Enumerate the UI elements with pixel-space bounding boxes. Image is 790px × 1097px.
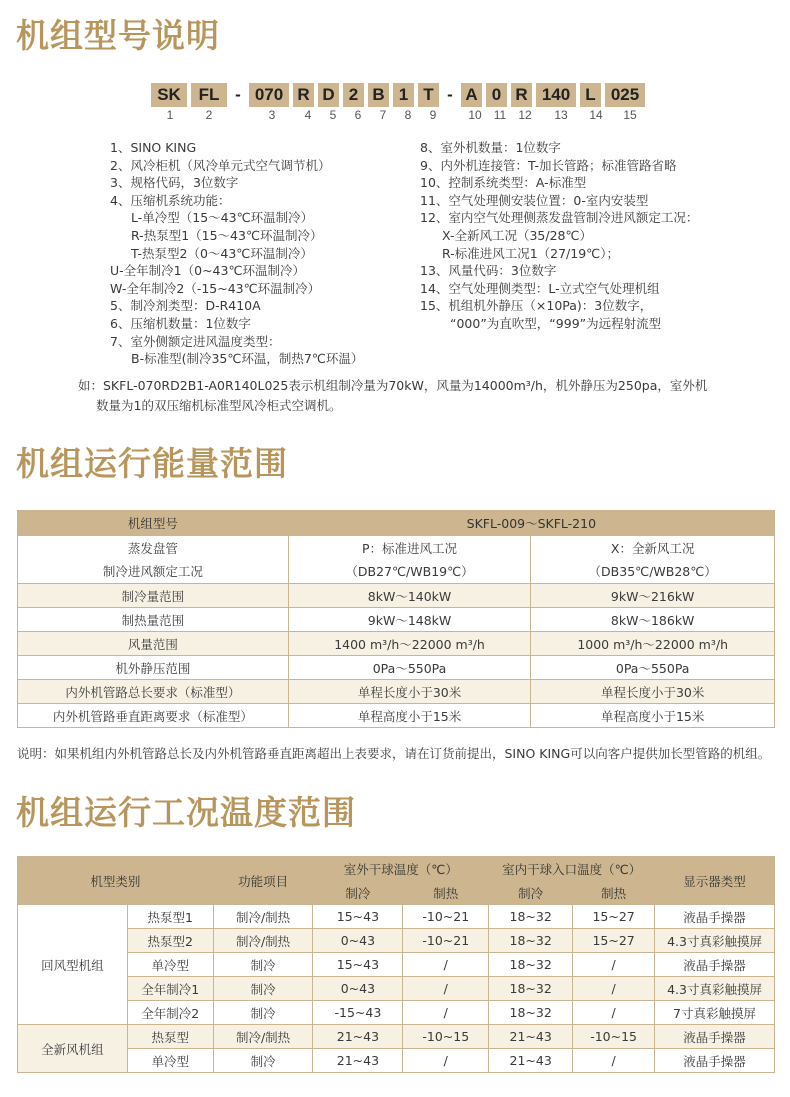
desc-item: U-全年制冷1（0~43℃环温制冷） <box>110 263 305 279</box>
desc-item: W-全年制冷2（-15~43℃环温制冷） <box>110 280 321 296</box>
desc-item: 6、压缩机数量：1位数字 <box>110 315 251 331</box>
code-number: 15 <box>623 108 637 122</box>
cell: 液晶手操器 <box>655 953 775 977</box>
cell: -10~15 <box>573 1025 655 1049</box>
header-cell: 制热 <box>403 881 489 905</box>
header-cell: 机组型号 <box>18 511 289 536</box>
header-cell: 功能项目 <box>213 857 313 905</box>
desc-item: R-热泵型1（15～43℃环温制冷） <box>131 227 323 243</box>
desc-item: 10、控制系统类型：A-标准型 <box>420 175 587 191</box>
code-number: 14 <box>589 108 603 122</box>
code-number: 10 <box>468 108 482 122</box>
row-label: 机外静压范围 <box>18 656 289 680</box>
cell: 热泵型1 <box>127 905 213 929</box>
row-label: 风量范围 <box>18 632 289 656</box>
example-text <box>78 376 758 416</box>
header-cell: 室外干球温度（℃） <box>313 857 489 881</box>
cell: 全年制冷2 <box>127 1001 213 1025</box>
cell: / <box>403 1001 489 1025</box>
code-number: 13 <box>554 108 568 122</box>
desc-item: 14、空气处理侧类型：L-立式空气处理机组 <box>420 280 660 296</box>
cell: 制冷/制热 <box>213 905 313 929</box>
table-row <box>18 608 775 632</box>
desc-item: 12、室内空气处理侧蒸发盘管制冷进风额定工况： <box>420 210 699 226</box>
table-row <box>18 1025 775 1049</box>
cell: 21~43 <box>313 1025 403 1049</box>
cell: 1000 m³/h～22000 m³/h <box>531 632 775 656</box>
group-label: 回风型机组 <box>18 905 128 1025</box>
code-number: 12 <box>518 108 532 122</box>
table-row <box>18 536 775 560</box>
header-cell: 制冷 <box>313 881 403 905</box>
cell: 0~43 <box>313 977 403 1001</box>
code-description-right <box>420 139 698 333</box>
cell: 0Pa～550Pa <box>531 656 775 680</box>
cell: 18~32 <box>489 953 573 977</box>
desc-item: 9、内外机连接管：T-加长管路；标准管路省略 <box>420 157 677 173</box>
row-label: 制冷量范围 <box>18 584 289 608</box>
cell: 液晶手操器 <box>655 1049 775 1073</box>
desc-item: T-热泵型2（0～43℃环温制冷） <box>131 245 313 261</box>
code-number: 5 <box>329 108 337 122</box>
table-row <box>18 905 775 929</box>
header-cell: 制冷 <box>489 881 573 905</box>
cell: 21~43 <box>489 1025 573 1049</box>
cell: 制冷/制热 <box>213 929 313 953</box>
temperature-range-table <box>17 856 775 1073</box>
desc-item: X-全新风工况（35/28℃） <box>442 227 593 243</box>
group-label: 全新风机组 <box>18 1025 128 1073</box>
cell: 热泵型 <box>127 1025 213 1049</box>
cell: 0Pa～550Pa <box>288 656 531 680</box>
header-cell: 机型类别 <box>18 857 214 905</box>
desc-item: B-标准型(制冷35℃环温，制热7℃环温） <box>131 351 364 367</box>
code-seg-11: 0 <box>486 83 507 107</box>
code-seg-14: L <box>580 83 601 107</box>
desc-item: 5、制冷剂类型：D-R410A <box>110 298 261 314</box>
desc-item: 15、机组机外静压（×10Pa)：3位数字， <box>420 298 653 314</box>
code-number: 7 <box>379 108 387 122</box>
section-title-energy-range: 机组运行能量范围 <box>16 444 288 483</box>
cell: 0~43 <box>313 929 403 953</box>
section-title-model: 机组型号说明 <box>16 16 220 55</box>
cell: -15~43 <box>313 1001 403 1025</box>
cell: 15~27 <box>573 905 655 929</box>
desc-item: 3、规格代码，3位数字 <box>110 175 239 191</box>
code-seg-15: 025 <box>605 83 645 107</box>
cell: 单程长度小于30米 <box>531 680 775 704</box>
code-number: 8 <box>404 108 412 122</box>
code-number: 2 <box>205 108 213 122</box>
cell: 9kW～216kW <box>531 584 775 608</box>
cell: 热泵型2 <box>127 929 213 953</box>
code-seg-3: 070 <box>249 83 289 107</box>
cell: 制冷 <box>213 1049 313 1073</box>
cell: 15~43 <box>313 905 403 929</box>
table-row <box>18 632 775 656</box>
cell: / <box>403 953 489 977</box>
code-seg-12: R <box>511 83 532 107</box>
code-number: 11 <box>493 108 507 122</box>
cell: 8kW～140kW <box>288 584 531 608</box>
cell: P：标准进风工况 <box>288 536 531 560</box>
code-seg-10: A <box>461 83 482 107</box>
cell: （DB27℃/WB19℃） <box>288 560 531 584</box>
cell: 单程长度小于30米 <box>288 680 531 704</box>
row-label: 制冷进风额定工况 <box>18 560 289 584</box>
cell: 18~32 <box>489 1001 573 1025</box>
code-description-left <box>110 139 363 368</box>
header-cell: 室内干球入口温度（℃） <box>489 857 655 881</box>
cell: X：全新风工况 <box>531 536 775 560</box>
code-seg-1: SK <box>151 83 187 107</box>
header-cell: 显示器类型 <box>655 857 775 905</box>
cell: 制冷 <box>213 1001 313 1025</box>
cell: 18~32 <box>489 905 573 929</box>
code-seg-8: 1 <box>393 83 414 107</box>
code-dash: - <box>235 85 241 104</box>
table-row <box>18 680 775 704</box>
table-row <box>18 704 775 728</box>
cell: / <box>573 1049 655 1073</box>
cell: -10~21 <box>403 905 489 929</box>
cell: （DB35℃/WB28℃） <box>531 560 775 584</box>
table-note: 说明：如果机组内外机管路总长及内外机管路垂直距离超出上表要求，请在订货前提出，SINO KING可以向客户提供加长型管路的机组。 <box>17 746 771 761</box>
row-label: 制热量范围 <box>18 608 289 632</box>
example-line: 如：SKFL-070RD2B1-A0R140L025表示机组制冷量为70kW，风量为14000m³/h，机外静压为250pa，室外机 <box>78 378 708 393</box>
cell: 全年制冷1 <box>127 977 213 1001</box>
cell: 15~27 <box>573 929 655 953</box>
desc-item: R-标准进风工况1（27/19℃）； <box>442 245 619 261</box>
cell: / <box>403 1049 489 1073</box>
desc-item: 7、室外侧额定进风温度类型： <box>110 333 281 349</box>
code-seg-2: FL <box>191 83 227 107</box>
row-label: 内外机管路总长要求（标准型） <box>18 680 289 704</box>
example-line: 数量为1的双压缩机标准型风冷柜式空调机。 <box>96 398 342 413</box>
cell: 制冷 <box>213 953 313 977</box>
code-number: 1 <box>166 108 174 122</box>
code-seg-9: T <box>418 83 439 107</box>
cell: 7寸真彩触摸屏 <box>655 1001 775 1025</box>
model-code <box>151 83 645 107</box>
table-row <box>18 656 775 680</box>
cell: 18~32 <box>489 977 573 1001</box>
cell: 液晶手操器 <box>655 905 775 929</box>
table-row <box>18 584 775 608</box>
cell: 21~43 <box>489 1049 573 1073</box>
table-header-row <box>18 857 775 881</box>
cell: 制冷/制热 <box>213 1025 313 1049</box>
table-row <box>18 560 775 584</box>
cell: 单程高度小于15米 <box>531 704 775 728</box>
cell: 15~43 <box>313 953 403 977</box>
table-header-row <box>18 511 775 536</box>
cell: 单程高度小于15米 <box>288 704 531 728</box>
header-cell: SKFL-009～SKFL-210 <box>288 511 774 536</box>
section-title-temperature-range: 机组运行工况温度范围 <box>16 793 356 832</box>
cell: 4.3寸真彩触摸屏 <box>655 977 775 1001</box>
cell: 液晶手操器 <box>655 1025 775 1049</box>
code-seg-7: B <box>368 83 389 107</box>
code-dash: - <box>447 85 453 104</box>
cell: 8kW～186kW <box>531 608 775 632</box>
desc-item: 13、风量代码：3位数字 <box>420 263 557 279</box>
code-seg-6: 2 <box>343 83 364 107</box>
desc-item: “000”为直吹型，“999”为远程射流型 <box>450 315 662 331</box>
desc-item: L-单冷型（15～43℃环温制冷） <box>131 210 314 226</box>
cell: 1400 m³/h～22000 m³/h <box>288 632 531 656</box>
cell: 制冷 <box>213 977 313 1001</box>
desc-item: 1、SINO KING <box>110 140 197 155</box>
code-number: 6 <box>354 108 362 122</box>
cell: 4.3寸真彩触摸屏 <box>655 929 775 953</box>
cell: 21~43 <box>313 1049 403 1073</box>
desc-item: 8、室外机数量：1位数字 <box>420 140 561 155</box>
cell: -10~15 <box>403 1025 489 1049</box>
cell: / <box>573 953 655 977</box>
code-number: 9 <box>429 108 437 122</box>
table-row <box>18 1001 775 1025</box>
row-label: 内外机管路垂直距离要求（标准型） <box>18 704 289 728</box>
table-row <box>18 929 775 953</box>
cell: 单冷型 <box>127 953 213 977</box>
code-number: 3 <box>268 108 276 122</box>
energy-range-table <box>17 510 775 728</box>
table-row <box>18 953 775 977</box>
cell: -10~21 <box>403 929 489 953</box>
desc-item: 4、压缩机系统功能： <box>110 192 231 208</box>
desc-item: 2、风冷柜机（风冷单元式空气调节机） <box>110 157 331 173</box>
header-cell: 制热 <box>573 881 655 905</box>
desc-item: 11、空气处理侧安装位置：0-室内安装型 <box>420 192 649 208</box>
cell: / <box>573 1001 655 1025</box>
code-seg-13: 140 <box>536 83 576 107</box>
code-number: 4 <box>304 108 312 122</box>
cell: 单冷型 <box>127 1049 213 1073</box>
table-row <box>18 1049 775 1073</box>
cell: / <box>403 977 489 1001</box>
row-label: 蒸发盘管 <box>18 536 289 560</box>
cell: 9kW～148kW <box>288 608 531 632</box>
table-row <box>18 977 775 1001</box>
cell: / <box>573 977 655 1001</box>
cell: 18~32 <box>489 929 573 953</box>
code-seg-4: R <box>293 83 314 107</box>
code-seg-5: D <box>318 83 339 107</box>
